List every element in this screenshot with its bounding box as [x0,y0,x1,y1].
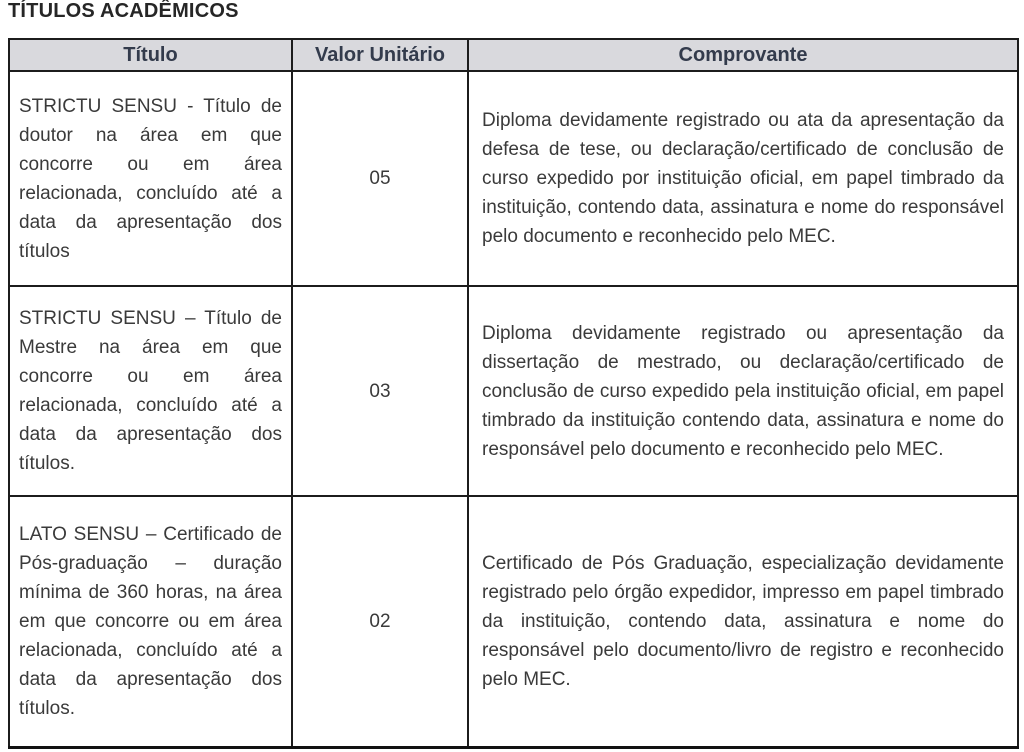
cell-titulo-doutorado: STRICTU SENSU - Título de doutor na área em que concorre ou em área relacionada, concluído até a data da apresentação dos títulos [9,71,292,286]
column-header-valor-unitario: Valor Unitário [292,39,468,71]
cell-valor-mestrado: 03 [292,286,468,496]
cell-titulo-mestrado: STRICTU SENSU – Título de Mestre na área em que concorre ou em área relacionada, concluído até a data da apresentação dos títulos. [9,286,292,496]
table-row-lato-sensu [9,496,1018,747]
page-title: TÍTULOS ACADÊMICOS [8,0,239,22]
cell-comprovante-lato-sensu: Certificado de Pós Graduação, especialização devidamente registrado pelo órgão expedidor, impresso em papel timbrado da instituição, contendo data, assinatura e nome do responsável pelo documento/livro de registro e reconhecido pelo MEC. [468,496,1018,747]
cell-titulo-lato-sensu: LATO SENSU – Certificado de Pós-graduação – duração mínima de 360 horas, na área em que concorre ou em área relacionada, concluído até a data da apresentação dos títulos. [9,496,292,747]
table-header-row [9,39,1018,71]
table-row-mestrado [9,286,1018,496]
cell-comprovante-doutorado: Diploma devidamente registrado ou ata da apresentação da defesa de tese, ou declaração/certificado de conclusão de curso expedido por instituição oficial, em papel timbrado da instituição, contendo data, assinatura e nome do responsável pelo documento e reconhecido pelo MEC. [468,71,1018,286]
column-header-comprovante: Comprovante [468,39,1018,71]
cell-valor-doutorado: 05 [292,71,468,286]
titulos-academicos-table [8,38,1019,749]
table-row-doutorado [9,71,1018,286]
cell-valor-lato-sensu: 02 [292,496,468,747]
column-header-titulo: Título [9,39,292,71]
cell-comprovante-mestrado: Diploma devidamente registrado ou apresentação da dissertação de mestrado, ou declaração/certificado de conclusão de curso expedido pela instituição oficial, em papel timbrado da instituição contendo data, assinatura e nome do responsável pelo documento e reconhecido pelo MEC. [468,286,1018,496]
